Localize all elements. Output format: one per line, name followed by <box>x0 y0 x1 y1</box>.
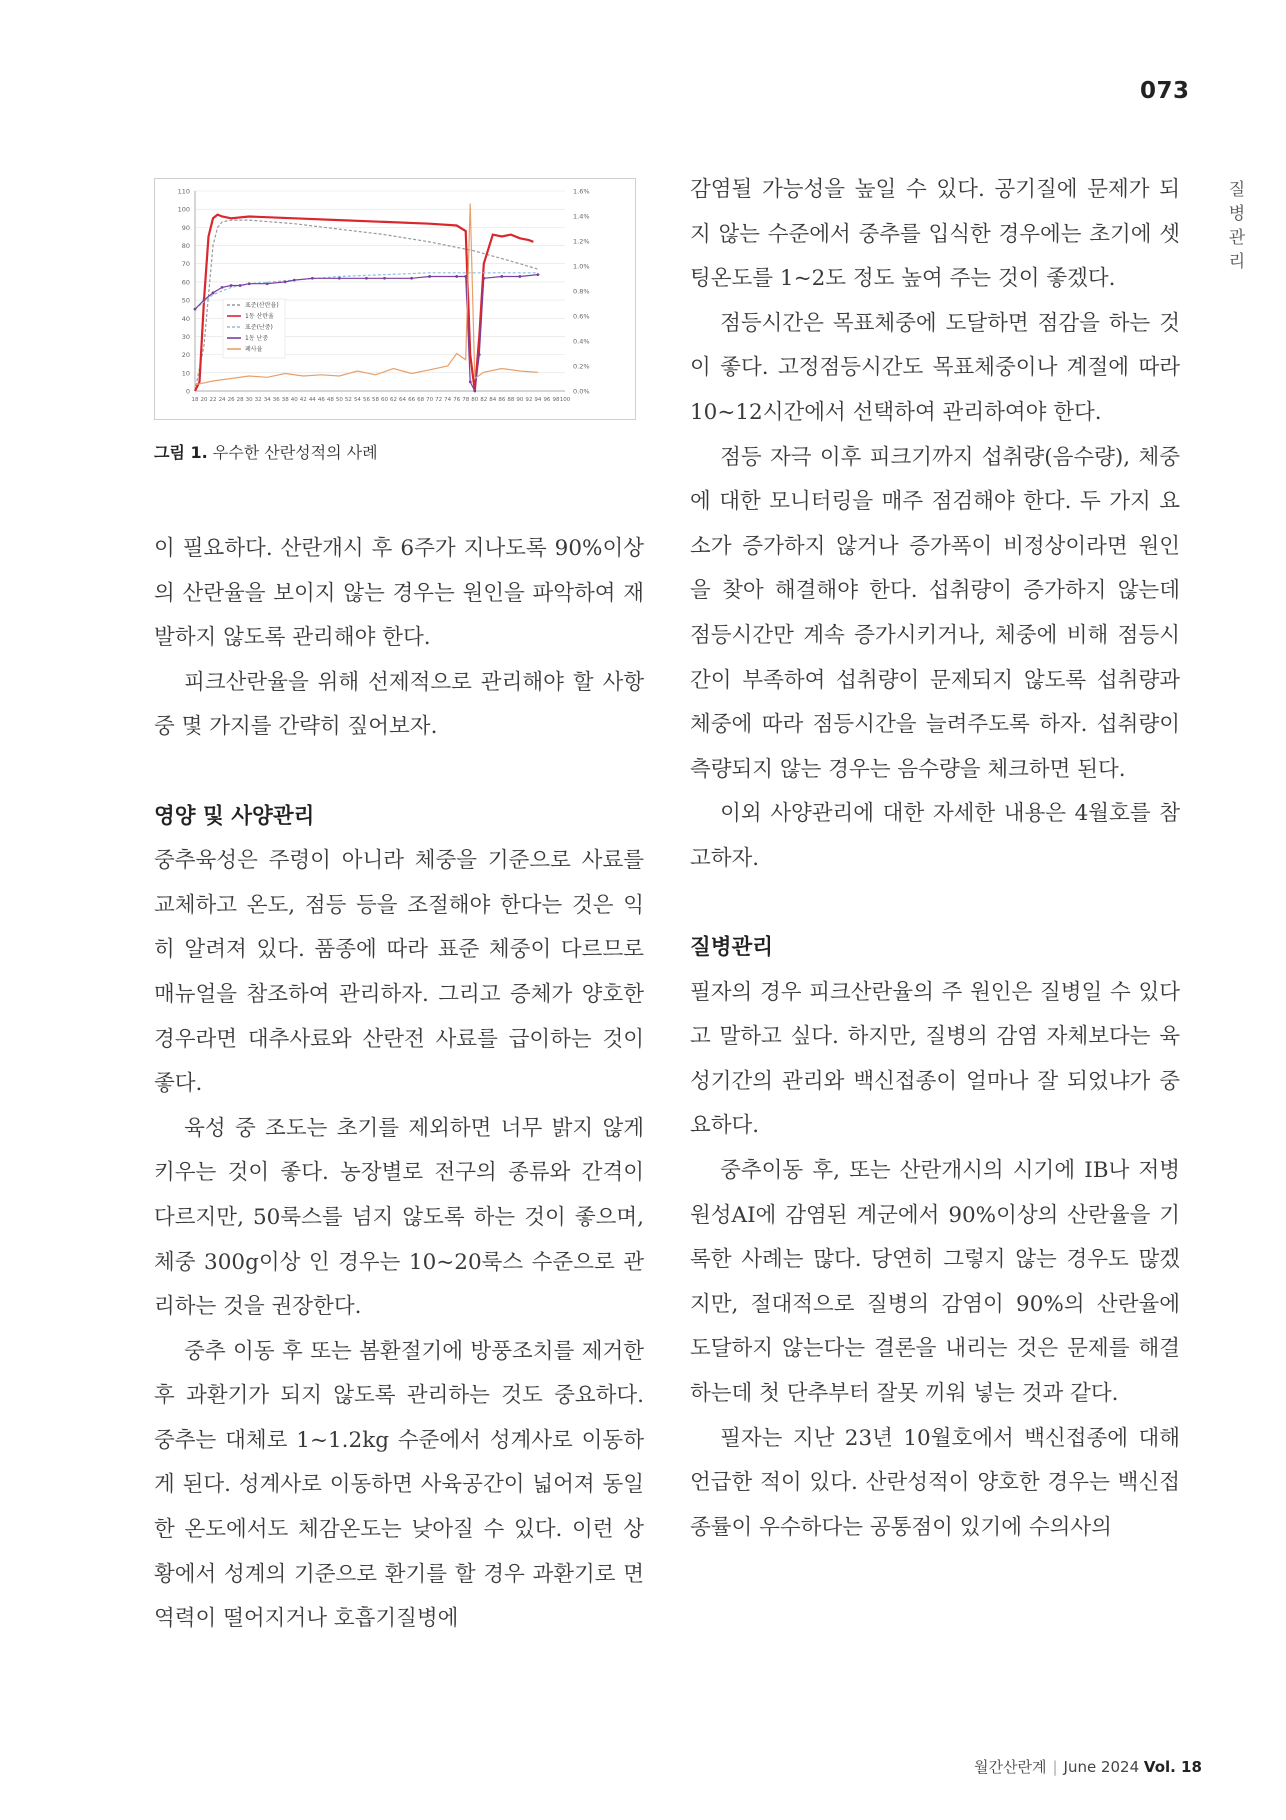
legend-label: 폐사율 <box>245 346 263 353</box>
x-tick-label: 52 <box>344 397 352 403</box>
y2-tick-label: 1.2% <box>573 237 590 246</box>
x-tick-label: 88 <box>507 397 515 403</box>
x-tick-label: 98 <box>552 397 560 403</box>
section-side-label <box>1225 178 1249 274</box>
paragraph: 필자의 경우 피크산란율의 주 원인은 질병일 수 있다고 말하고 싶다. 하지만, 질병의 감염 자체보다는 육성기간의 관리와 백신접종이 얼마나 잘 되었냐가 중요하다. <box>690 979 1180 1139</box>
paragraph: 중추육성은 주령이 아니라 체중을 기준으로 사료를 교체하고 온도, 점등 등을 조절해야 한다는 것은 익히 알려져 있다. 품종에 따라 표준 체중이 다르므로 매뉴얼을 참조하여 관리하자. 그리고 증체가 양호한 경우라면 대추사료와 산란전 사료를 급이하는 것이 좋다. <box>154 848 644 1097</box>
x-tick-label: 18 <box>191 397 199 403</box>
x-tick-label: 64 <box>399 397 407 403</box>
y2-tick-label: 0.4% <box>573 337 590 346</box>
paragraph: 필자는 지난 23년 10월호에서 백신접종에 대해 언급한 적이 있다. 산란성적이 양호한 경우는 백신접종률이 우수하다는 공통점이 있기에 수의사의 <box>690 1425 1180 1540</box>
x-tick-label: 74 <box>444 397 452 403</box>
series-point <box>266 282 269 285</box>
y2-tick-label: 0.0% <box>573 387 590 396</box>
paragraph: 점등시간은 목표체중에 도달하면 점감을 하는 것이 좋다. 고정점등시간도 목표체중이나 계절에 따라 10~12시간에서 선택하여 관리하여야 한다. <box>690 310 1180 425</box>
series-point <box>293 279 296 282</box>
x-tick-label: 100 <box>559 397 571 403</box>
y-tick-label: 30 <box>181 332 190 341</box>
y-tick-label: 10 <box>181 369 190 378</box>
x-tick-label: 86 <box>498 397 506 403</box>
series-point <box>230 284 233 287</box>
series-point <box>239 284 242 287</box>
x-tick-label: 48 <box>326 397 334 403</box>
x-tick-label: 68 <box>417 397 425 403</box>
series-point <box>212 291 215 294</box>
x-tick-label: 94 <box>534 397 542 403</box>
x-tick-label: 54 <box>353 397 361 403</box>
y-tick-label: 0 <box>185 387 190 396</box>
legend-label: 표준(산란율) <box>245 302 279 309</box>
series-point <box>469 381 472 384</box>
series-point <box>478 353 481 356</box>
x-tick-label: 70 <box>426 397 434 403</box>
series-point <box>383 277 386 280</box>
paragraph: 이외 사양관리에 대한 자세한 내용은 4월호를 참고하자. <box>690 801 1180 871</box>
y2-tick-label: 1.0% <box>573 262 590 271</box>
x-tick-label: 84 <box>489 397 497 403</box>
x-tick-label: 34 <box>263 397 271 403</box>
x-tick-label: 62 <box>390 397 398 403</box>
legend-label: 1동 난중 <box>245 335 269 342</box>
side-label-char: 관 <box>1228 228 1246 248</box>
y-tick-label: 70 <box>181 260 190 269</box>
x-tick-label: 44 <box>308 397 316 403</box>
series-point <box>428 275 431 278</box>
y2-tick-label: 0.6% <box>573 312 590 321</box>
x-tick-label: 92 <box>525 397 533 403</box>
series-point <box>410 277 413 280</box>
caption-prefix: 그림 1. <box>154 443 208 462</box>
y2-tick-label: 1.4% <box>573 212 590 221</box>
x-tick-label: 20 <box>200 397 208 403</box>
y2-tick-label: 0.2% <box>573 362 590 371</box>
x-tick-label: 50 <box>335 397 343 403</box>
x-tick-label: 36 <box>272 397 280 403</box>
x-tick-label: 26 <box>227 397 235 403</box>
series-point <box>500 275 503 278</box>
x-tick-label: 24 <box>218 397 226 403</box>
series-point <box>203 299 206 302</box>
left-column <box>154 527 644 1642</box>
x-tick-label: 60 <box>381 397 389 403</box>
series-point <box>194 308 197 311</box>
legend-label: 표준(난중) <box>245 324 273 331</box>
x-tick-label: 90 <box>516 397 524 403</box>
y2-tick-label: 1.6% <box>573 187 590 196</box>
x-tick-label: 58 <box>371 397 379 403</box>
y-tick-label: 20 <box>181 351 190 360</box>
footer: 월간산란계 | June 2024 Vol. 18 <box>974 1758 1202 1776</box>
side-label-char: 리 <box>1228 252 1246 272</box>
x-tick-label: 76 <box>453 397 461 403</box>
paragraph: 점등 자극 이후 피크기까지 섭취량(음수량), 체중에 대한 모니터링을 매주 점검해야 한다. 두 가지 요소가 증가하지 않거나 증가폭이 비정상이라면 원인을 찾아 해결해야 한다. 섭취량이 증가하지 않는데 점등시간만 계속 증가시키거나, 체중에 비해 점등시간이 부족하여 섭취량이 문제되지 않도록 섭취량과 체중에 따라 점등시간을 늘려주도록 하자. 섭취량이 측량되지 않는 경우는 음수량을 체크하면 된다. <box>690 444 1180 782</box>
magazine-name: 월간산란계 <box>974 1758 1047 1776</box>
series-point <box>284 281 287 284</box>
series-point <box>482 277 485 280</box>
legend-label: 1동 산란율 <box>245 313 274 320</box>
series-point <box>338 277 341 280</box>
chart-svg <box>155 179 635 419</box>
y-tick-label: 100 <box>177 205 190 214</box>
y-tick-label: 90 <box>181 223 190 232</box>
caption-text: 우수한 산란성적의 사례 <box>207 443 378 462</box>
page-number: 073 <box>1140 78 1190 104</box>
section-heading: 질병관리 <box>690 935 774 961</box>
x-tick-label: 72 <box>435 397 443 403</box>
x-tick-label: 28 <box>236 397 244 403</box>
x-tick-label: 42 <box>299 397 307 403</box>
series-point <box>365 277 368 280</box>
y2-tick-label: 0.8% <box>573 287 590 296</box>
paragraph: 육성 중 조도는 초기를 제외하면 너무 밝지 않게 키우는 것이 좋다. 농장별로 전구의 종류와 간격이 다르지만, 50룩스를 넘지 않도록 하는 것이 좋으며, 체중 300g이상 인 경우는 10~20룩스 수준으로 관리하는 것을 권장한다. <box>154 1115 644 1320</box>
paragraph: 중추이동 후, 또는 산란개시의 시기에 IB나 저병원성AI에 감염된 계군에서 90%이상의 산란율을 기록한 사례는 많다. 당연히 그렇지 않는 경우도 많겠지만, 절대적으로 질병의 감염이 90%의 산란율에 도달하지 않는다는 결론을 내리는 것은 문제를 해결하는데 첫 단추부터 잘못 끼워 넣는 것과 같다. <box>690 1158 1180 1407</box>
paragraph: 이 필요하다. 산란개시 후 6주가 지나도록 90%이상의 산란율을 보이지 않는 경우는 원인을 파악하여 재발하지 않도록 관리해야 한다. <box>154 536 644 651</box>
volume-number: Vol. 18 <box>1143 1758 1202 1776</box>
series-point <box>221 286 224 289</box>
section-heading: 영양 및 사양관리 <box>154 803 315 829</box>
x-tick-label: 38 <box>281 397 289 403</box>
x-tick-label: 46 <box>317 397 325 403</box>
series-point <box>537 273 540 276</box>
paragraph: 감염될 가능성을 높일 수 있다. 공기질에 문제가 되지 않는 수준에서 중추를 입식한 경우에는 초기에 셋팅온도를 1~2도 정도 높여 주는 것이 좋겠다. <box>690 177 1180 292</box>
series-point <box>518 275 521 278</box>
x-tick-label: 80 <box>471 397 479 403</box>
x-tick-label: 32 <box>254 397 262 403</box>
series-point <box>248 282 251 285</box>
series-point <box>473 390 476 393</box>
x-tick-label: 66 <box>408 397 416 403</box>
x-tick-label: 78 <box>462 397 470 403</box>
y-tick-label: 40 <box>181 314 190 323</box>
paragraph: 중추 이동 후 또는 봄환절기에 방풍조치를 제거한 후 과환기가 되지 않도록 관리하는 것도 중요하다. 중추는 대체로 1~1.2kg 수준에서 성계사로 이동하게 된다. 성계사로 이동하면 사육공간이 넓어져 동일한 온도에서도 체감온도는 낮아질 수 있다. 이런 상황에서 성계의 기준으로 환기를 할 경우 과환기로 면역력이 떨어지거나 호흡기질병에 <box>154 1338 644 1632</box>
y-tick-label: 110 <box>177 187 190 196</box>
y-tick-label: 60 <box>181 278 190 287</box>
x-tick-label: 30 <box>245 397 253 403</box>
x-tick-label: 40 <box>290 397 298 403</box>
paragraph: 피크산란율을 위해 선제적으로 관리해야 할 사항 중 몇 가지를 간략히 짚어보자. <box>154 669 644 740</box>
x-tick-label: 82 <box>480 397 488 403</box>
series-point <box>464 275 467 278</box>
right-column <box>690 168 1180 1550</box>
x-tick-label: 96 <box>543 397 551 403</box>
side-label-char: 병 <box>1228 204 1246 224</box>
x-tick-label: 22 <box>209 397 217 403</box>
x-tick-label: 56 <box>362 397 370 403</box>
series-point <box>311 277 314 280</box>
figure-caption <box>154 440 378 463</box>
series-point <box>455 275 458 278</box>
y-tick-label: 80 <box>181 242 190 251</box>
issue-date: June 2024 <box>1063 1758 1140 1776</box>
side-label-char: 질 <box>1228 180 1246 200</box>
y-tick-label: 50 <box>181 296 190 305</box>
figure-chart <box>154 178 636 420</box>
